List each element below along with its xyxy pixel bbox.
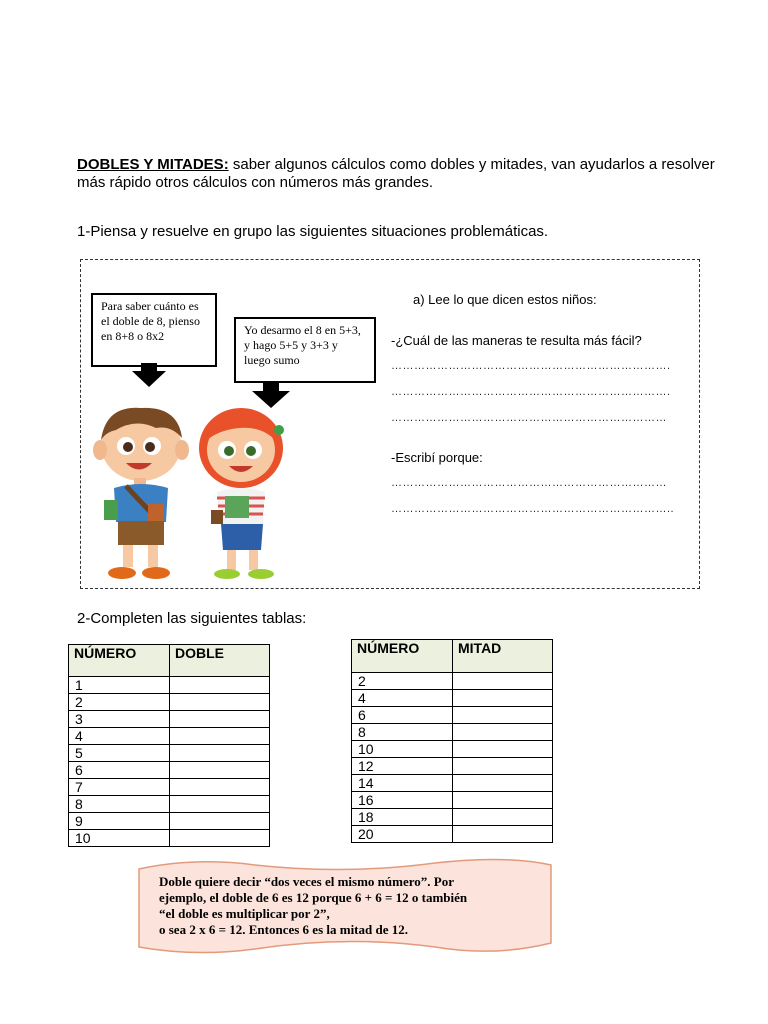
answer-line[interactable]: ………………………………………………………………. xyxy=(391,386,671,398)
number-cell: 5 xyxy=(69,745,170,762)
number-cell: 8 xyxy=(352,724,453,741)
answer-cell[interactable] xyxy=(170,796,270,813)
table-mitad xyxy=(351,639,553,843)
answer-cell[interactable] xyxy=(170,711,270,728)
down-arrow-icon xyxy=(131,363,167,387)
table-row xyxy=(69,796,270,813)
speech-bubble-girl: Yo desarmo el 8 en 5+3, y hago 5+5 y 3+3 y luego sumo xyxy=(234,317,376,383)
number-cell: 10 xyxy=(69,830,170,847)
number-cell: 10 xyxy=(352,741,453,758)
answer-cell[interactable] xyxy=(453,690,553,707)
number-cell: 14 xyxy=(352,775,453,792)
table-row xyxy=(69,694,270,711)
table-row xyxy=(69,762,270,779)
answer-cell[interactable] xyxy=(453,792,553,809)
answer-cell[interactable] xyxy=(453,707,553,724)
answer-cell[interactable] xyxy=(170,728,270,745)
answer-line[interactable]: ……………………………………………………………… xyxy=(391,477,667,489)
answer-line[interactable]: ………………………………………………………………. xyxy=(391,360,671,372)
number-cell: 20 xyxy=(352,826,453,843)
number-cell: 7 xyxy=(69,779,170,796)
activity-2-heading: 2-Completen las siguientes tablas: xyxy=(77,610,307,627)
table-row xyxy=(352,826,553,843)
table-row xyxy=(352,758,553,775)
note-line: o sea 2 x 6 = 12. Entonces 6 es la mitad de 12. xyxy=(159,922,408,937)
answer-cell[interactable] xyxy=(453,826,553,843)
answer-cell[interactable] xyxy=(453,673,553,690)
note-line: ejemplo, el doble de 6 es 12 porque 6 + 6 = 12 o también xyxy=(159,890,468,905)
table-row xyxy=(69,745,270,762)
activity-box xyxy=(80,259,700,589)
answer-line[interactable]: ……………………………………………………………….. xyxy=(391,503,675,515)
number-cell: 6 xyxy=(352,707,453,724)
table-row xyxy=(69,779,270,796)
table-row xyxy=(352,775,553,792)
number-cell: 2 xyxy=(69,694,170,711)
table-row xyxy=(69,830,270,847)
table-row xyxy=(352,673,553,690)
number-cell: 16 xyxy=(352,792,453,809)
activity-questions xyxy=(391,292,691,515)
item-a-label: a) Lee lo que dicen estos niños: xyxy=(413,292,597,307)
column-header-mitad: MITAD xyxy=(453,640,553,673)
speech-bubble-boy: Para saber cuánto es el doble de 8, pienso en 8+8 o 8x2 xyxy=(91,293,217,367)
section-title: DOBLES Y MITADES: xyxy=(77,156,229,173)
number-cell: 4 xyxy=(352,690,453,707)
note-line: “el doble es multiplicar por 2”, xyxy=(159,906,330,921)
answer-line[interactable]: ……………………………………………………………… xyxy=(391,412,667,424)
table-row xyxy=(352,809,553,826)
intro-paragraph xyxy=(77,156,747,192)
number-cell: 4 xyxy=(69,728,170,745)
boy-illustration xyxy=(86,400,196,582)
number-cell: 9 xyxy=(69,813,170,830)
number-cell: 3 xyxy=(69,711,170,728)
number-cell: 18 xyxy=(352,809,453,826)
column-header-numero: NÚMERO xyxy=(352,640,453,673)
table-doble xyxy=(68,644,270,847)
note-line: Doble quiere decir “dos veces el mismo número”. Por xyxy=(159,874,454,889)
number-cell: 2 xyxy=(352,673,453,690)
number-cell: 1 xyxy=(69,677,170,694)
column-header-doble: DOBLE xyxy=(170,645,270,677)
answer-cell[interactable] xyxy=(170,694,270,711)
answer-cell[interactable] xyxy=(170,830,270,847)
table-row xyxy=(352,724,553,741)
answer-cell[interactable] xyxy=(453,758,553,775)
answer-cell[interactable] xyxy=(453,741,553,758)
answer-cell[interactable] xyxy=(453,809,553,826)
column-header-numero: NÚMERO xyxy=(69,645,170,677)
number-cell: 8 xyxy=(69,796,170,813)
number-cell: 12 xyxy=(352,758,453,775)
girl-illustration xyxy=(191,400,301,582)
table-row xyxy=(352,707,553,724)
note-text xyxy=(159,874,539,938)
why-label: -Escribí porque: xyxy=(391,450,483,465)
answer-cell[interactable] xyxy=(170,762,270,779)
answer-cell[interactable] xyxy=(453,724,553,741)
intro-text: saber algunos cálculos como dobles y mitades, van ayudarlos a resolver más rápido otros cálculos con números más grandes. xyxy=(77,156,715,191)
table-row xyxy=(352,690,553,707)
answer-cell[interactable] xyxy=(170,813,270,830)
question-text: -¿Cuál de las maneras te resulta más fácil? xyxy=(391,333,642,348)
table-row xyxy=(69,677,270,694)
number-cell: 6 xyxy=(69,762,170,779)
table-row xyxy=(69,728,270,745)
table-row xyxy=(69,813,270,830)
table-row xyxy=(352,792,553,809)
table-row xyxy=(69,711,270,728)
table-row xyxy=(352,741,553,758)
answer-cell[interactable] xyxy=(170,745,270,762)
activity-1-heading: 1-Piensa y resuelve en grupo las siguientes situaciones problemáticas. xyxy=(77,223,549,240)
answer-cell[interactable] xyxy=(170,677,270,694)
answer-cell[interactable] xyxy=(453,775,553,792)
answer-cell[interactable] xyxy=(170,779,270,796)
definition-note xyxy=(135,857,555,957)
